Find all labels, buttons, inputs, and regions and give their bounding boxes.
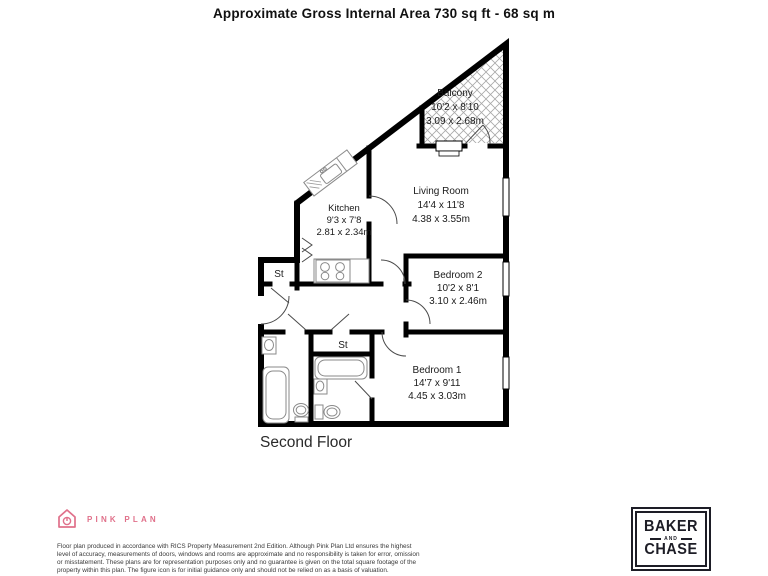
living-dim-ft: 14'4 x 11'8: [417, 200, 465, 211]
balcony-dim-m: 3.09 x 2.68m: [426, 116, 484, 127]
pink-house-icon: [55, 507, 79, 531]
living-label: Living Room: [413, 186, 469, 197]
interior-walls: [261, 108, 506, 424]
bathtub-1: [263, 367, 289, 423]
bedroom2-label: Bedroom 2: [433, 270, 483, 281]
baker-chase-inner-frame: [635, 511, 707, 567]
sink-2: [314, 379, 327, 394]
divider-dash-left: [650, 538, 661, 541]
living-dim-m: 4.38 x 3.55m: [412, 214, 470, 225]
toilet-1: [294, 404, 309, 423]
windows: [433, 141, 511, 389]
disclaimer-text: [57, 543, 477, 575]
baker-chase-logo: [631, 507, 711, 571]
sink-1: [262, 337, 276, 354]
disclaimer-line: level of accuracy, measurements of doors, windows and rooms are approximate and no responsibility is taken for error, omission: [57, 551, 420, 558]
pink-plan-logo: [55, 507, 159, 531]
balcony-label: Balcony: [437, 88, 473, 99]
kitchen-label: Kitchen: [328, 203, 360, 214]
agent-word-baker: BAKER: [643, 518, 699, 536]
toilet-2: [315, 405, 340, 419]
bedroom1-dim-ft: 14'7 x 9'11: [413, 378, 461, 389]
kitchen-dim-m: 2.81 x 2.34m: [316, 227, 372, 238]
agent-word-chase: CHASE: [644, 541, 698, 559]
storage2-label: St: [338, 340, 348, 351]
bedroom2-dim-m: 3.10 x 2.46m: [429, 296, 487, 307]
bathtub-2: [315, 357, 367, 379]
disclaimer-line: Floor plan produced in accordance with RICS Property Measurement 2nd Edition. Although Pink Plan Ltd ensures the highest: [57, 543, 412, 550]
balcony-dim-ft: 10'2 x 8'10: [431, 102, 479, 113]
agent-word-and: AND: [664, 536, 678, 542]
front-door-opening: [257, 296, 265, 324]
kitchen-stove: [314, 259, 369, 283]
bedroom2-dim-ft: 10'2 x 8'1: [436, 283, 480, 294]
storage1-label: St: [274, 269, 284, 280]
disclaimer-line: property within this plan. The figure icon is for initial guidance only and should not be relied on as a basis of valuation.: [57, 567, 389, 574]
bedroom1-dim-m: 4.45 x 3.03m: [408, 391, 466, 402]
bedroom1-label: Bedroom 1: [412, 365, 462, 376]
divider-dash-right: [681, 538, 692, 541]
pink-plan-label: PINK PLAN: [87, 514, 159, 524]
kitchen-sink: [304, 150, 357, 196]
page-title: Approximate Gross Internal Area 730 sq ft - 68 sq m: [212, 6, 556, 21]
disclaimer-line: or misstatement. These plans are for representation purposes only and no guarantee is given on the total square footage of the: [57, 559, 417, 566]
kitchen-dim-ft: 9'3 x 7'8: [326, 215, 362, 226]
floor-label: Second Floor: [260, 434, 353, 451]
